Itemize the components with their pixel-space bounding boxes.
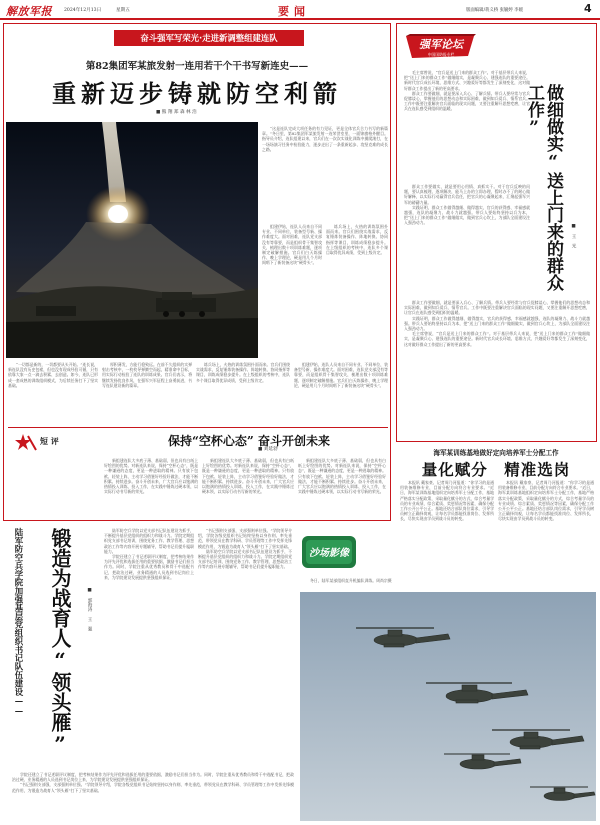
column-text-3 [404, 300, 590, 436]
column-paragraph: 实践证明，群众工作做得越细、做得越实，官兵的获得感、幸福感就越强，连队的凝聚力、战斗力就越强。带兵人要始终坚持以兵为本，把“送上门来的群众工作”做细做实，做到官兵心坎上，为部队全面建设注入强劲动力。 [404, 315, 590, 332]
comment-divider [8, 427, 388, 428]
masthead-date: 2024年12月13日 [64, 8, 102, 13]
second-headline: 量化赋分 精准选岗 [421, 461, 571, 479]
bottom-paragraph: 陆军防空兵学院以党支部书记队伍建设为抓手，不断提升基层党组织的组织力和战斗力。学院定期组织党支部书记培训，围绕党务工作、教学管理、思想政治工作等内容开展专题辅导，帮助书记们提升履职能力。 [104, 528, 194, 554]
bottom-paragraph: 学院还建立了书记述职评议制度，把考核结果作为评先评优和选拔任用的重要依据，激励书记们担当作为。同时，学院注重从优秀教员和骨干中选配书记，把政治过硬、业务精通的人员选到书记岗位上来，为学院建设发展提供坚强组织保证。 [12, 772, 294, 783]
column-text-2 [404, 184, 530, 296]
second-paragraph: 本报讯 戴家豪、记者周乃河报道：“你学习的是通用装备维修专业，目前分配方向符合专业要求。”近日，海军某训练基地组织定向培养军士分配工作，基地严格落实分配政策，采取量化赋分的方式，综合考量学员的专业成绩、综合素质、奖惩情况等因素，确保分配工作公开公平公正。基地还结合部队岗位需求，引导学员树立正确择岗观，让每名学员都能找准岗位、发挥所长，尽快实现由学员到战斗员的转变。 [498, 480, 594, 522]
comment-text-col-1 [104, 458, 198, 516]
lead-paragraph: 组建伊始，连队人员来自不同专业、不同单位，装备型号新、操作难度大。面对困难，连队党支部没有等靠要，而是组织骨干集智攻关，梳理出数十项训练难题，逐项制定破解措施。官兵们白天练操作、晚上学理论，硬是用几个月时间啃下了新装备这块“硬骨头”。 [262, 224, 322, 266]
lead-paragraph: “一切都是新的，一切都要从头开始。”连长说，新连队没有历史包袱，但也没有现成经验可循，只有依靠大家一点一滴去积累、去创造。如今，连队已形成一套成熟的训练组织模式，为后续任务打下了坚实基础。 [8, 362, 98, 388]
lead-text-right-upper [262, 126, 388, 220]
photo-feature-badge-text: 沙场影像 [309, 548, 349, 559]
bottom-paragraph: 陆军防空兵学院以党支部书记队伍建设为抓手，不断提升基层党组织的组织力和战斗力。学院定期组织党支部书记培训，围绕党务工作、教学管理、思想政治工作等内容开展专题辅导，帮助书记们提升履职能力。 [198, 548, 292, 570]
second-kicker: 海军某训练基地做好定向培养军士分配工作 [433, 449, 559, 457]
lead-paragraph: 组建伊始，连队人员来自不同专业、不同单位，装备型号新、操作难度大。面对困难，连队党支部没有等靠要，而是组织骨干集智攻关，梳理出数十项训练难题，逐项制定破解措施。官兵们白天练操作、晚上学理论，硬是用几个月时间啃下了新装备这块“硬骨头”。 [294, 362, 388, 388]
column-headline: 做细做实“送上门来的群众工作” [524, 84, 563, 291]
lead-paragraph: 厚积薄发，方能行稳致远。在前不久组织的实弹射击考核中，一枚枚导弹腾空而起，精准命中目标，用实际行动检验了连队的训练成果。官兵们表示，将继续发扬优良作风，在强军兴军征程上奋勇前进，书写连队建设新的篇章。 [102, 362, 192, 388]
lead-subtitle: 第82集团军某旅发射一连用若干个干书写新连史—— [85, 61, 309, 72]
comment-paragraph: 新组建连队大多底子薄、基础弱，但也具有白纸上好绘图的优势。对新连队来说，保持“空杯心态”，既是一种谦逊的态度，更是一种进取的精神。只有放下包袱、轻装上阵，主动学习借鉴好经验好做法，才能不断积累、持续进步。奋斗开创未来，广大官兵应以饱满的热情投入训练、投入工作，在实践中锤炼过硬本领，以实际行动书写新的荣光。 [202, 458, 294, 495]
column-badge-subtitle: 中国国防报专栏 [427, 52, 455, 57]
comment-badge: 短 评 [40, 437, 59, 446]
paper-logo: 解放军报 [6, 5, 52, 18]
lead-banner-text: 奋斗强军写荣光·走进新调整组建连队 [140, 33, 278, 43]
lead-headline: 重新迈步铸就防空利箭 [52, 80, 342, 108]
column-paragraph: 毛主席曾说，“官兵是送上门来的群众工作”。对于基层带兵人来说，把“送上门来的群众工作”做细做实，是凝聚兵心、建强连队的重要途径。新时代官兵成长环境、思维方式、兴趣爱好等都发生了深刻变化，这对做好群众工作提出了新的更高要求。 [404, 331, 590, 347]
helicopter-formation-photo [300, 592, 596, 821]
comment-badge-icon [14, 432, 38, 454]
column-paragraph: 群众工作要做实，就是要用心用情、真抓实干。对于官兵反映的问题，要认真梳理、逐项解决，能马上办的立即办理，暂时办不了的耐心做好解释，以实际行动赢得官兵信任，把官兵的心凝聚起来，汇聚起强军兴军的磅礴力量。 [404, 184, 530, 205]
comment-text-col-3 [298, 458, 386, 516]
bottom-text-col-1 [104, 528, 194, 732]
lead-paragraph: 练兵场上，火热的训练氛围扑面而来。官兵们围绕实战需求，反复锤炼装备操作、阵地转换、协同指挥等课目，训练成绩稳步提升。在上级组织的考核中，连队多个课目取得优异成绩，受到上级肯定。 [326, 224, 388, 256]
masthead-editors: 版面编辑/蒋义桥 张毓婷 李媛 [466, 8, 523, 13]
bottom-text-col-2 [198, 528, 292, 732]
second-paragraph: 本报讯 戴家豪、记者周乃河报道：“你学习的是通用装备维修专业，目前分配方向符合专业要求。”近日，海军某训练基地组织定向培养军士分配工作，基地严格落实分配政策，采取量化赋分的方式，综合考量学员的专业成绩、综合素质、奖惩情况等因素，确保分配工作公开公平公正。基地还结合部队岗位需求，引导学员树立正确择岗观，让每名学员都能找准岗位、发挥所长，尽快实现由学员到战斗员的转变。 [400, 480, 494, 522]
lead-text-col-3 [196, 362, 290, 424]
section-title: 要闻 [278, 5, 310, 18]
page-number: 4 [584, 2, 592, 15]
lead-byline: ■ 熊 翔 郑 森 林 浩 [156, 110, 197, 115]
lead-text-right-lower-b [326, 224, 388, 358]
masthead-weekday: 星期五 [116, 8, 130, 13]
second-text-col-1 [400, 480, 494, 586]
bottom-headline: 锻造为战育人“领头雁” [48, 528, 72, 756]
comment-title: 保持“空杯心态” 奋斗开创未来 [168, 434, 330, 448]
lead-text-col-1 [8, 362, 98, 478]
column-paragraph: 实践证明，群众工作做得越细、做得越实，官兵的获得感、幸福感就越强，连队的凝聚力、战斗力就越强。带兵人要始终坚持以兵为本，把“送上门来的群众工作”做细做实，做到官兵心坎上，为部队全面建设注入强劲动力。 [404, 204, 530, 226]
comment-paragraph: 新组建连队大多底子薄、基础弱，但也具有白纸上好绘图的优势。对新连队来说，保持“空杯心态”，既是一种谦逊的态度，更是一种进取的精神。只有放下包袱、轻装上阵，主动学习借鉴好经验好做法，才能不断积累、持续进步。奋斗开创未来，广大官兵应以饱满的热情投入训练、投入工作，在实践中锤炼过硬本领，以实际行动书写新的荣光。 [104, 458, 198, 495]
column-paragraph: 群众工作要做细，就是要深入兵心、了解兵情。带兵人要经常与官兵促膝谈心，掌握他们的思想动态和实际困难，做到知兵爱兵、情系官兵。工作中既要注重解决官兵面临的现实问题，又要注重解开思想疙瘩，让官兵在连队感受到组织的温暖。 [404, 90, 530, 112]
lead-text-right-lower-a [262, 224, 322, 358]
comment-paragraph: 新组建连队大多底子薄、基础弱，但也具有白纸上好绘图的优势。对新连队来说，保持“空杯心态”，既是一种谦逊的态度，更是一种进取的精神。只有放下包袱、轻装上阵，主动学习借鉴好经验好做法，才能不断积累、持续进步。奋斗开创未来，广大官兵应以饱满的热情投入训练、投入工作，在实践中锤炼过硬本领，以实际行动书写新的荣光。 [298, 458, 386, 495]
photo-caption: 冬日，陆军某部组织直升机编队训练。周尚宗摄 [310, 578, 392, 583]
lead-paragraph: “这是连队完成大项任务的有力见证，更是全体官兵合力书写的新篇章。”冬日里，第82集团军某旅发射一连荣誉室里，一面锦旗格外醒目。指导员介绍，连队组建以来，官兵们在一次次实战化训练中摸爬滚打，在一场场演习任务中检验能力，逐步走出了一条重新起步、攻坚克难的成长之路。 [262, 126, 388, 152]
bottom-paragraph: “书记强则支部强，支部强则单位强。”学院领导介绍，学院各级党组织书记始终坚持以身作则、率先垂范，带领党员在教学科研、学员管理等工作中发挥先锋模范作用，为锻造为战育人“领头雁”打下了坚实基础。 [198, 528, 292, 549]
column-badge-title: 强军论坛 [419, 38, 463, 51]
column-paragraph: 毛主席曾说，“官兵是送上门来的群众工作”。对于基层带兵人来说，把“送上门来的群众工作”做细做实，是凝聚兵心、建强连队的重要途径。新时代官兵成长环境、思维方式、兴趣爱好等都发生了深刻变化，这对做好群众工作提出了新的更高要求。 [404, 70, 530, 91]
lead-paragraph: 练兵场上，火热的训练氛围扑面而来。官兵们围绕实战需求，反复锤炼装备操作、阵地转换、协同指挥等课目，训练成绩稳步提升。在上级组织的考核中，连队多个课目取得优异成绩，受到上级肯定。 [196, 362, 290, 383]
column-paragraph: 群众工作要做细，就是要深入兵心、了解兵情。带兵人要经常与官兵促膝谈心，掌握他们的思想动态和实际困难，做到知兵爱兵、情系官兵。工作中既要注重解决官兵面临的现实问题，又要注重解开思想疙瘩，让官兵在连队感受到组织的温暖。 [404, 300, 590, 316]
lead-text-col-4 [294, 362, 388, 424]
comment-author: ■ 刘延勃 [258, 447, 278, 452]
bottom-byline: ■ 郭海涛 王 强 [87, 588, 92, 631]
second-text-col-2 [498, 480, 594, 586]
masthead-rule [0, 18, 600, 20]
comment-text-col-2 [202, 458, 294, 516]
column-text-1 [404, 70, 530, 180]
bottom-paragraph: 学院还建立了书记述职评议制度，把考核结果作为评先评优和选拔任用的重要依据，激励书记们担当作为。同时，学院注重从优秀教员和骨干中选配书记，把政治过硬、业务精通的人员选到书记岗位上来，为学院建设发展提供坚强组织保证。 [104, 554, 194, 580]
missile-launch-photo [6, 122, 258, 358]
bottom-kicker: 陆军防空兵学院加强基层党组织书记队伍建设—— [14, 528, 24, 716]
bottom-text-wide [12, 772, 294, 818]
bottom-paragraph: “书记强则支部强，支部强则单位强。”学院领导介绍，学院各级党组织书记始终坚持以身作则、率先垂范，带领党员在教学科研、学员管理等工作中发挥先锋模范作用，为锻造为战育人“领头雁”打下了坚实基础。 [12, 782, 294, 793]
column-author: ■ 王 光 [571, 224, 576, 249]
